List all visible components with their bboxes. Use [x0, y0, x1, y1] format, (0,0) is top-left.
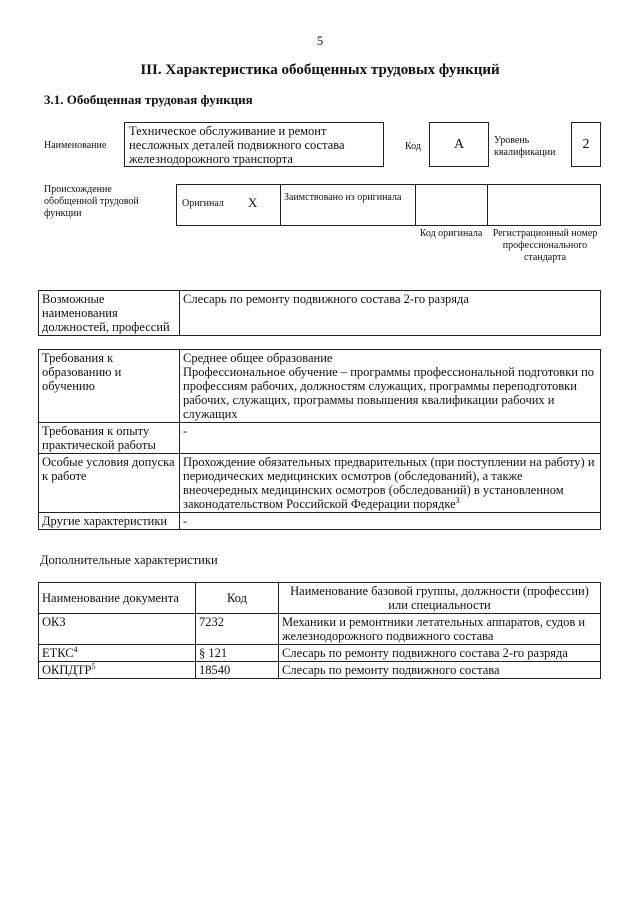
row-doc-footnote: 5: [91, 661, 96, 671]
table-row: [39, 662, 601, 679]
header-name: Наименование базовой группы, должности (профессии) или специальности: [279, 583, 601, 614]
function-name-value: Техническое обслуживание и ремонт несложных деталей подвижного состава железнодорожного транспорта: [129, 124, 345, 166]
origin-original-label: Оригинал: [182, 198, 224, 209]
row-code: 7232: [196, 614, 279, 645]
requirements-row-conditions: [39, 454, 601, 513]
function-code-label: Код: [405, 141, 421, 152]
origin-label: Происхождение обобщенной трудовой функции: [44, 184, 139, 219]
req-education-line-1: Среднее общее образование: [183, 351, 333, 365]
section-title: III. Характеристика обобщенных трудовых функций: [140, 62, 500, 78]
requirements-row-other: [39, 513, 601, 530]
code-original-caption: Код оригинала: [419, 228, 483, 239]
qualification-level-box: [571, 122, 601, 167]
page-number: 5: [316, 34, 324, 48]
req-label-conditions: Особые условия допуска к работе: [39, 454, 180, 513]
origin-divider-1: [280, 184, 281, 226]
header-code: Код: [196, 583, 279, 614]
req-other-value: -: [180, 513, 601, 530]
additional-header-row: [39, 583, 601, 614]
qualification-level-label: Уровень квалификации: [494, 135, 556, 158]
req-conditions-value: Прохождение обязательных предварительных (при поступлении на работу) и периодических медицинских осмотров (обследований), а также внеочередных медицинских осмотров (обследований) в установленном законодательством Российской Федерации порядке: [183, 455, 595, 511]
row-code: § 121: [196, 645, 279, 662]
positions-value: Слесарь по ремонту подвижного состава 2-го разряда: [180, 291, 601, 336]
positions-table: [38, 290, 601, 336]
additional-title: Дополнительные характеристики: [40, 553, 218, 567]
requirements-row-experience: [39, 423, 601, 454]
req-education-line-2: Профессиональное обучение – программы профессиональной подготовки по профессиям рабочих, должностям служащих, программы переподготовки рабочих, служащих, программы повышения квалификации рабочих и служащих: [183, 365, 595, 421]
req-experience-value: -: [180, 423, 601, 454]
requirements-row-education: [39, 350, 601, 423]
req-label-experience: Требования к опыту практической работы: [39, 423, 180, 454]
table-row: [39, 645, 601, 662]
function-name-box: [124, 122, 384, 167]
row-doc-footnote: 4: [73, 644, 78, 654]
subsection-title: 3.1. Обобщенная трудовая функция: [44, 92, 253, 107]
table-row: [39, 614, 601, 645]
row-name: Слесарь по ремонту подвижного состава: [279, 662, 601, 679]
origin-borrowed-label: Заимствовано из оригинала: [284, 192, 402, 203]
req-conditions-footnote: 3: [455, 495, 460, 505]
row-name: Механики и ремонтники летательных аппаратов, судов и железнодорожного подвижного состава: [279, 614, 601, 645]
row-doc: ОКЗ: [42, 615, 66, 629]
requirements-table: [38, 349, 601, 530]
origin-box: [176, 184, 601, 226]
row-name: Слесарь по ремонту подвижного состава 2-го разряда: [279, 645, 601, 662]
row-doc: ЕТКС: [42, 646, 74, 660]
origin-divider-2: [415, 184, 416, 226]
function-code-box: [429, 122, 489, 167]
origin-original-mark: X: [248, 195, 258, 210]
positions-label: Возможные наименования должностей, профессий: [39, 291, 180, 336]
header-doc: Наименование документа: [39, 583, 196, 614]
function-name-label: Наименование: [44, 140, 107, 151]
function-code-value: А: [453, 137, 465, 152]
reg-number-caption: Регистрационный номер профессионального стандарта: [492, 228, 598, 263]
row-code: 18540: [196, 662, 279, 679]
req-label-education: Требования к образованию и обучению: [39, 350, 180, 423]
origin-divider-3: [487, 184, 488, 226]
row-doc: ОКПДТР: [42, 663, 92, 677]
additional-table: [38, 582, 601, 679]
req-label-other: Другие характеристики: [39, 513, 180, 530]
qualification-level-value: 2: [582, 137, 590, 152]
